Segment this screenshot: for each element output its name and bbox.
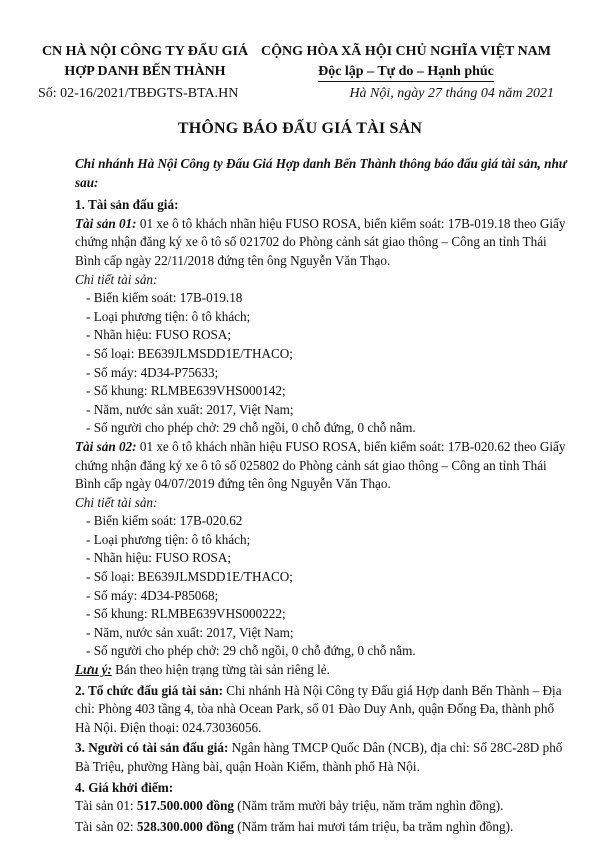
section-2-heading: 2. Tổ chức đấu giá tài sản:: [75, 682, 223, 698]
price-1-label: Tài sản 01:: [75, 798, 137, 814]
detail-item: - Số khung: RLMBE639VHS000222;: [86, 606, 286, 622]
detail-item: - Loại phương tiện: ô tô khách;: [86, 531, 251, 547]
price-2-value: 528.300.000 đồng: [136, 818, 234, 834]
national-header: [256, 42, 556, 104]
issuer-name-line1: CN HÀ NỘI CÔNG TY ĐẤU GIÁ: [41, 44, 249, 59]
detail-item: - Nhãn hiệu: FUSO ROSA;: [86, 550, 232, 566]
detail-item: - Năm, nước sản xuất: 2017, Việt Nam;: [86, 401, 294, 417]
issuer-header: [30, 42, 260, 104]
detail-item: - Nhãn hiệu: FUSO ROSA;: [86, 327, 232, 343]
detail-item: - Số máy: 4D34-P75633;: [86, 364, 219, 380]
asset-1-paragraph: [75, 215, 570, 271]
section-2-text: Chi nhánh Hà Nội Công ty Đấu giá Hợp danh Bến Thành – Địa chỉ: Phòng 403 tầng 4, tòa nhà Ocean Park, số 01 Đào Duy Anh, quận Đống Đa, thành phố Hà Nội. Điện thoại: 024.73036056.: [75, 682, 562, 735]
section-2-paragraph: [75, 682, 570, 738]
note-text: Bán theo hiện trạng từng tài sản riêng lẻ.: [111, 662, 330, 678]
asset-1-details-label: Chi tiết tài sản:: [75, 271, 158, 287]
asset-2-details-label: Chi tiết tài sản:: [75, 494, 158, 510]
detail-item: - Số loại: BE639JLMSDD1E/THACO;: [86, 569, 293, 585]
detail-item: - Số người cho phép chở: 29 chỗ ngồi, 0 chỗ đứng, 0 chỗ nằm.: [86, 643, 416, 659]
starting-price-2: [75, 818, 570, 837]
note-label: Lưu ý:: [75, 662, 112, 678]
detail-item: - Biển kiểm soát: 17B-020.62: [86, 513, 243, 529]
section-1-heading: 1. Tài sản đấu giá:: [75, 197, 179, 213]
document-number: Số: 02-16/2021/TBĐGTS-BTA.HN: [38, 86, 239, 101]
asset-2-text: 01 xe ô tô khách nhãn hiệu FUSO ROSA, biển kiểm soát: 17B-020.62 theo Giấy chứng nhận đăng ký xe ô tô số 025802 do Phòng cảnh sát giao thông – Công an tỉnh Thái Bình cấp ngày 04/07/2019 đứng tên ông Nguyễn Văn Thạo.: [75, 438, 566, 492]
national-motto: Độc lập – Tự do – Hạnh phúc: [318, 63, 494, 82]
detail-item: - Số khung: RLMBE639VHS000142;: [86, 383, 286, 399]
detail-item: - Số máy: 4D34-P85068;: [86, 587, 219, 603]
price-1-value: 517.500.000 đồng: [136, 798, 234, 814]
detail-item: - Số loại: BE639JLMSDD1E/THACO;: [86, 345, 293, 361]
detail-item: - Năm, nước sản xuất: 2017, Việt Nam;: [86, 624, 294, 640]
intro-paragraph: Chi nhánh Hà Nội Công ty Đấu Giá Hợp danh Bến Thành thông báo đấu giá tài sản, như sau:: [75, 156, 567, 190]
sale-note: [75, 661, 570, 680]
price-2-label: Tài sản 02:: [75, 818, 137, 834]
nation-name: CỘNG HÒA XÃ HỘI CHỦ NGHĨA VIỆT NAM: [260, 44, 551, 59]
document-body: [75, 155, 570, 836]
detail-item: - Loại phương tiện: ô tô khách;: [86, 308, 251, 324]
detail-item: - Số người cho phép chở: 29 chỗ ngồi, 0 chỗ đứng, 0 chỗ nằm.: [86, 420, 416, 436]
price-1-words: (Năm trăm mười bảy triệu, năm trăm nghìn đồng).: [234, 798, 504, 814]
asset-1-text: 01 xe ô tô khách nhãn hiệu FUSO ROSA, biển kiểm soát: 17B-019.18 theo Giấy chứng nhận đăng ký xe ô tô số 021702 do Phòng cảnh sát giao thông – Công an tỉnh Thái Bình cấp ngày 22/11/2018 đứng tên ông Nguyễn Văn Thạo.: [75, 215, 566, 268]
price-2-words: (Năm trăm hai mươi tám triệu, ba trăm nghìn đồng).: [234, 818, 514, 834]
document-date: Hà Nội, ngày 27 tháng 04 năm 2021: [349, 86, 554, 101]
starting-price-1: [75, 797, 570, 816]
section-3-heading: 3. Người có tài sản đấu giá:: [75, 740, 229, 756]
asset-1-label: Tài sản 01:: [75, 215, 137, 231]
asset-2-paragraph: [75, 438, 570, 494]
section-4-heading: 4. Giá khởi điểm:: [75, 779, 174, 795]
asset-1-details-list: [75, 289, 570, 438]
document-title: THÔNG BÁO ĐẤU GIÁ TÀI SẢN: [177, 120, 423, 137]
issuer-name-line2: HỢP DANH BẾN THÀNH: [64, 64, 226, 79]
asset-2-label: Tài sản 02:: [75, 438, 137, 454]
section-3-text: Ngân hàng TMCP Quốc Dân (NCB), địa chỉ: Số 28C-28D phố Bà Triệu, phường Hàng bài, quận Hoàn Kiếm, thành phố Hà Nội.: [75, 740, 563, 774]
section-3-paragraph: [75, 739, 570, 776]
asset-2-details-list: [75, 512, 570, 661]
detail-item: - Biển kiểm soát: 17B-019.18: [86, 290, 243, 306]
